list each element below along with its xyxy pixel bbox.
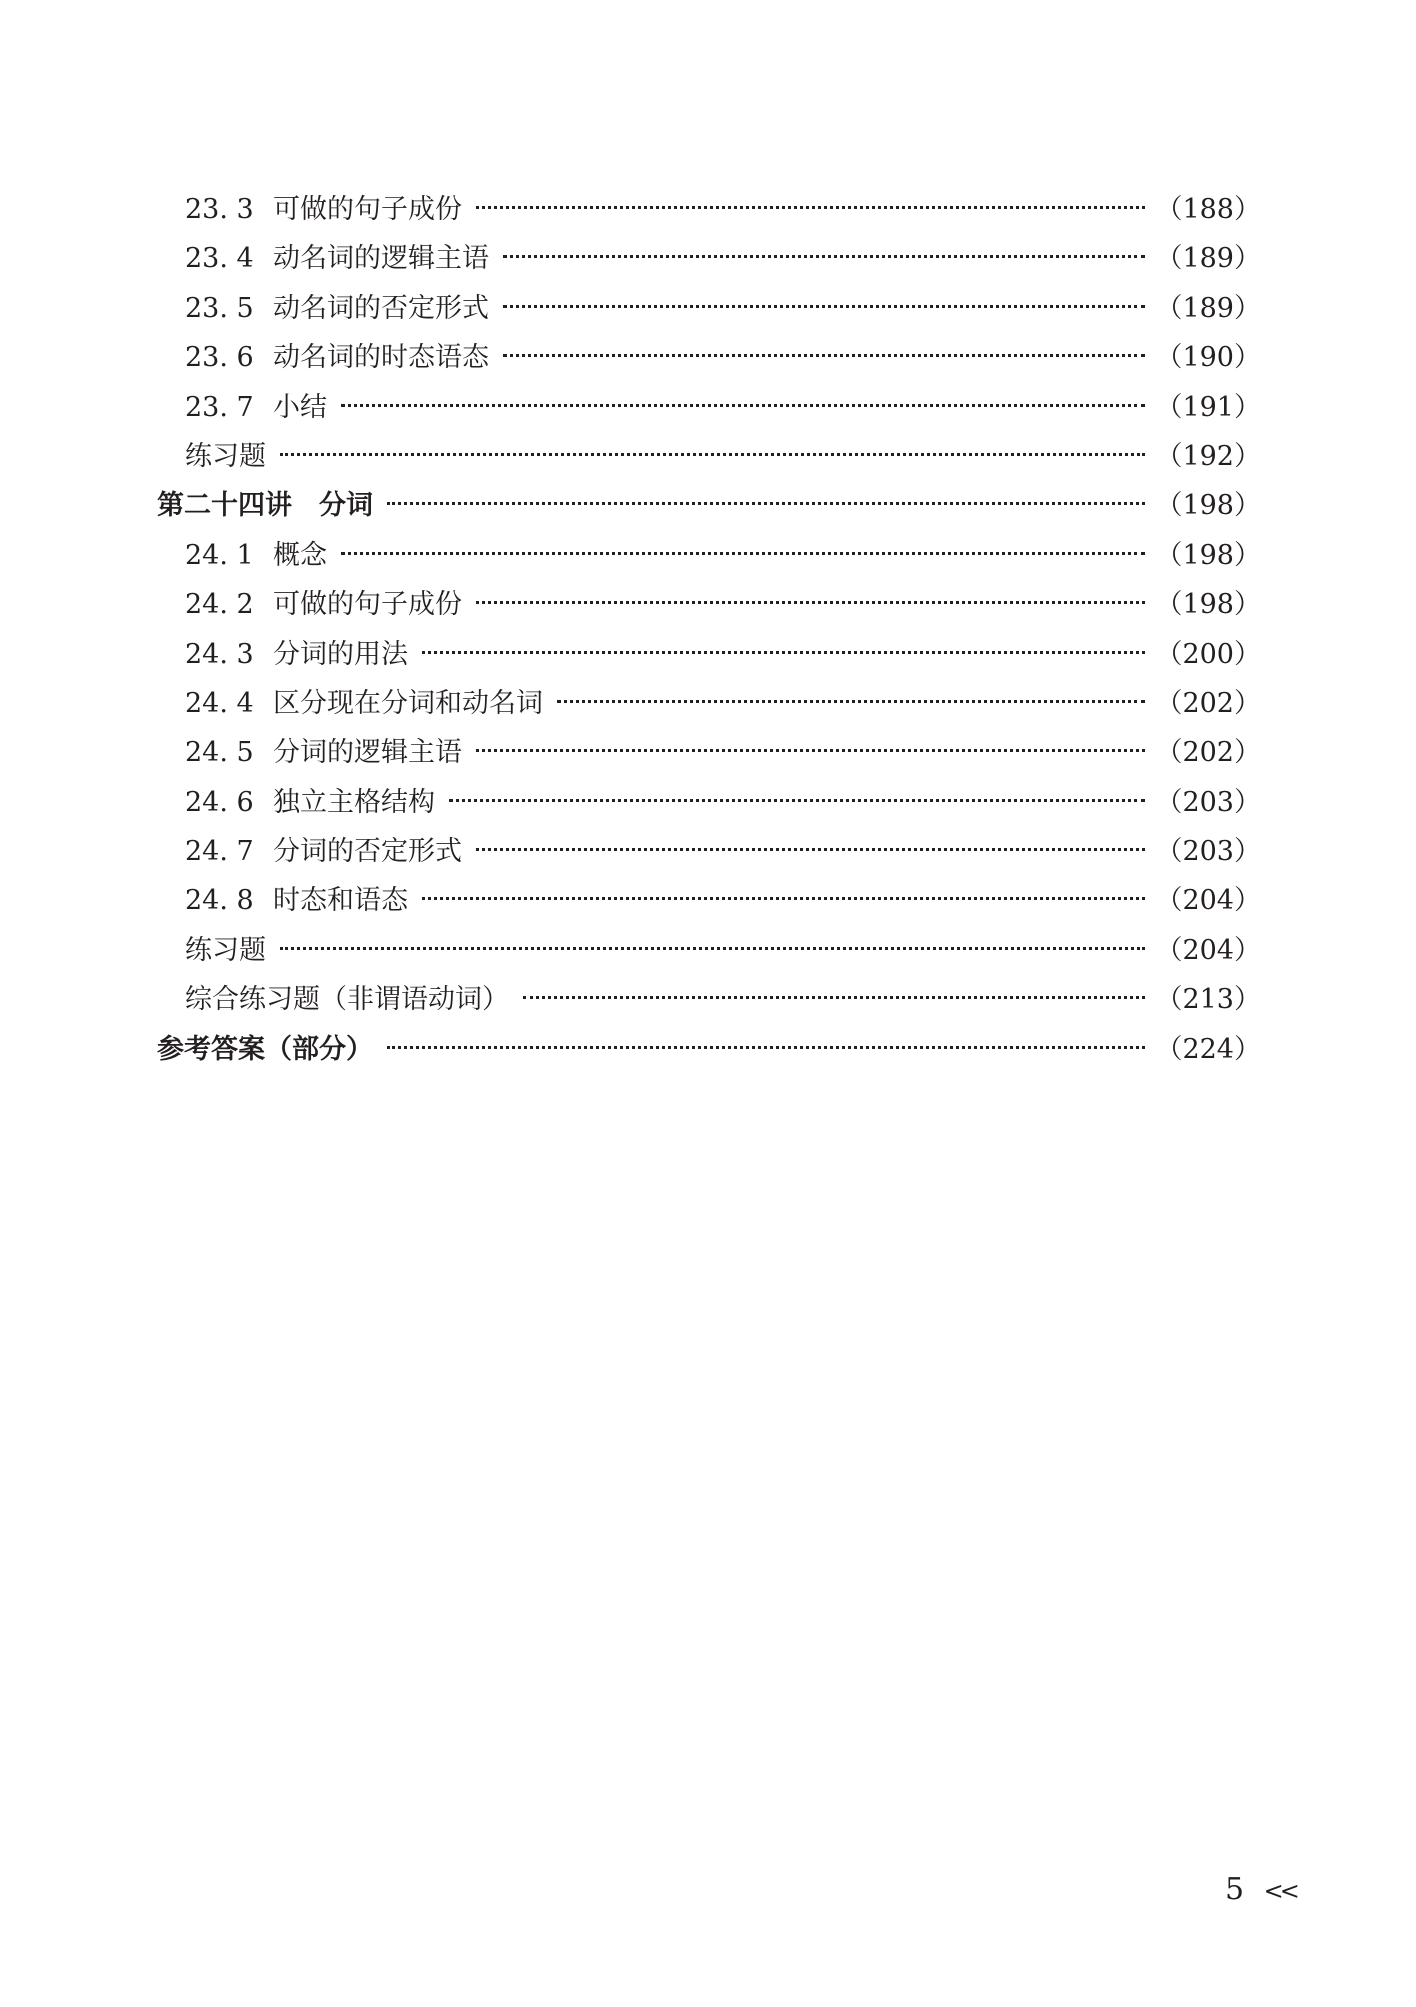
dot-leader [449,799,1145,802]
toc-entry-title: 分词的逻辑主语 [273,737,462,769]
toc-entry-title: 可做的句子成份 [273,194,462,225]
dot-leader [422,897,1145,900]
toc-entry-number: 24. 5 [185,737,254,769]
toc-entry-title: 动名词的时态语态 [273,342,489,374]
toc-entry[interactable] [157,582,1261,631]
toc-entry[interactable] [157,878,1261,927]
toc-entry-number: 24. 8 [185,885,254,917]
dot-leader [503,305,1145,308]
dot-leader [503,255,1145,258]
toc-entry[interactable] [157,928,1261,977]
toc-entry-title: 概念 [273,539,327,571]
toc-entry-page: （203） [1155,786,1261,818]
page-number: 5 [1225,1872,1245,1907]
toc-entry-page: （191） [1155,391,1261,423]
toc-entry-number: 23. 5 [185,292,254,324]
toc-entry-page: （213） [1155,984,1261,1016]
toc-entry-number: 24. 1 [185,539,254,571]
toc-entry-page: （203） [1155,836,1261,868]
toc-entry-title: 综合练习题（非谓语动词） [185,984,509,1016]
toc-entry[interactable] [157,335,1261,384]
toc-entry-number: 23. 3 [185,194,254,225]
toc-entry[interactable] [157,533,1261,582]
toc-entry-title: 独立主格结构 [273,786,435,818]
toc-entry-page: （204） [1155,885,1261,917]
toc-entry-page: （204） [1155,934,1261,966]
dot-leader [422,651,1145,654]
dot-leader [523,996,1145,999]
toc-entry-page: （198） [1155,539,1261,571]
toc-entry-page: （202） [1155,687,1261,719]
toc-entry-number: 23. 7 [185,391,254,423]
toc-entry-page: （200） [1155,638,1261,670]
dot-leader [341,552,1145,555]
toc-entry[interactable] [157,187,1261,236]
toc-entry-title: 练习题 [185,934,266,966]
toc-entry-number: 24. 4 [185,687,254,719]
table-of-contents [157,187,1261,1076]
toc-entry-page: （189） [1155,292,1261,324]
dot-leader [476,749,1145,752]
toc-entry-page: （224） [1155,1033,1261,1065]
dot-leader [280,453,1145,456]
toc-entry-page: （192） [1155,440,1261,472]
toc-entry-number: 23. 6 [185,342,254,374]
toc-entry-title: 动名词的逻辑主语 [273,243,489,275]
toc-entry-page: （189） [1155,243,1261,275]
toc-entry-title: 练习题 [185,440,266,472]
toc-entry-title: 分词的用法 [273,638,408,670]
toc-entry-title: 小结 [273,391,327,423]
toc-entry-title: 可做的句子成份 [273,589,462,621]
toc-entry-title: 时态和语态 [273,885,408,917]
dot-leader [341,404,1145,407]
dot-leader [387,502,1145,505]
toc-entry[interactable] [157,829,1261,878]
toc-entry[interactable] [157,977,1261,1026]
toc-entry-number: 24. 7 [185,836,254,868]
toc-entry[interactable] [157,780,1261,829]
dot-leader [476,601,1145,604]
toc-entry-title: 分词的否定形式 [273,836,462,868]
toc-entry-number: 24. 2 [185,589,254,621]
toc-entry[interactable] [157,681,1261,730]
dot-leader [476,206,1145,209]
page-footer [1225,1872,1296,1907]
dot-leader [387,1046,1145,1049]
toc-entry-number: 24. 3 [185,638,254,670]
toc-entry-page: （188） [1155,194,1261,225]
dot-leader [503,354,1145,357]
toc-chapter-title: 第二十四讲 分词 [157,490,373,522]
toc-chapter-title: 参考答案（部分） [157,1033,373,1065]
double-left-chevron-icon: << [1263,1877,1296,1905]
toc-entry[interactable] [157,286,1261,335]
toc-entry-page: （198） [1155,589,1261,621]
toc-entry[interactable] [157,730,1261,779]
toc-chapter-entry[interactable] [157,1027,1261,1076]
toc-entry-page: （202） [1155,737,1261,769]
dot-leader [280,947,1145,950]
toc-chapter-entry[interactable] [157,483,1261,532]
dot-leader [557,700,1145,703]
toc-entry-number: 24. 6 [185,786,254,818]
toc-entry[interactable] [157,632,1261,681]
toc-entry-page: （190） [1155,342,1261,374]
dot-leader [476,848,1145,851]
toc-entry[interactable] [157,434,1261,483]
toc-entry-number: 23. 4 [185,243,254,275]
toc-entry-page: （198） [1155,490,1261,522]
toc-entry-title: 动名词的否定形式 [273,292,489,324]
toc-entry[interactable] [157,236,1261,285]
toc-entry[interactable] [157,385,1261,434]
toc-entry-title: 区分现在分词和动名词 [273,687,543,719]
